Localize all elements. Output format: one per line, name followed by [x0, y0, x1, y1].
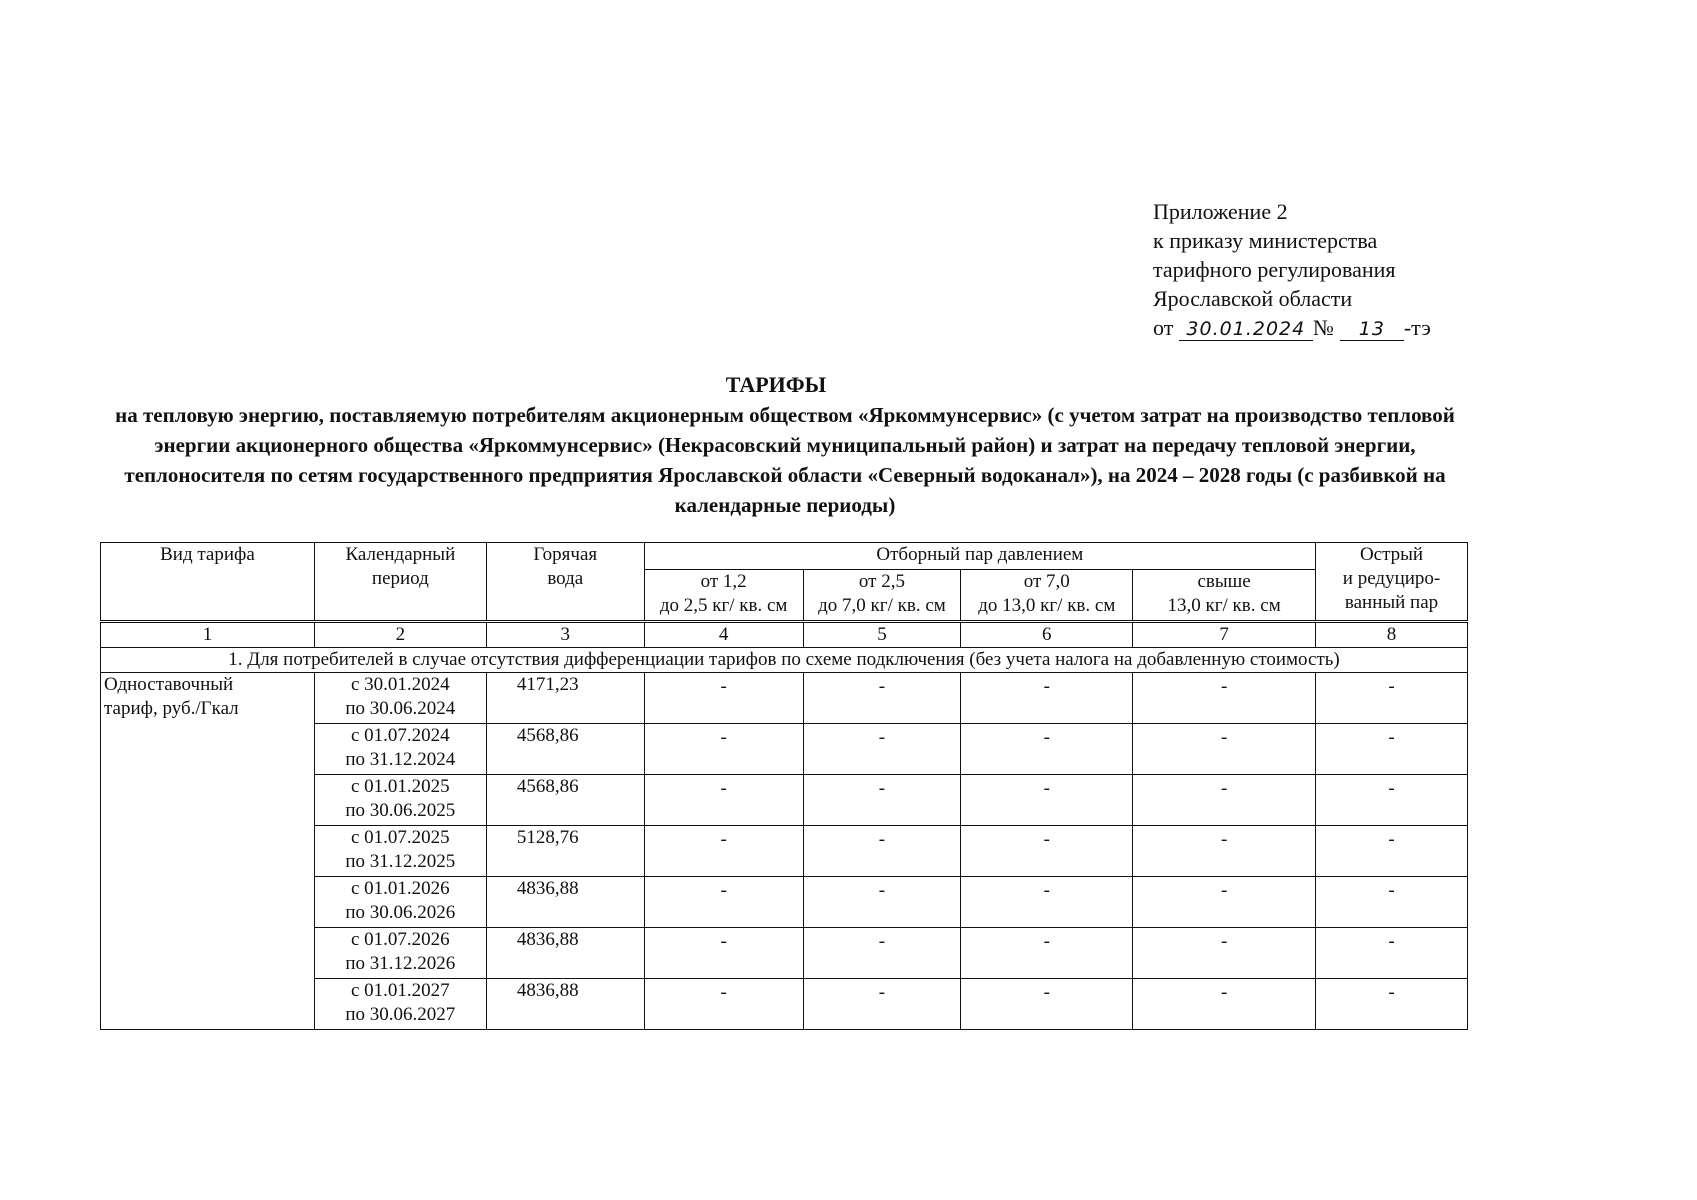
pressure-3-value: -: [961, 775, 1133, 826]
period-from: с 01.07.2025: [351, 827, 450, 848]
period-to: по 30.06.2026: [345, 902, 456, 923]
sharp-steam-value: -: [1316, 979, 1468, 1030]
header-sharp-line-1: Острый: [1359, 544, 1424, 565]
hot-water-value: 5128,76: [486, 826, 644, 877]
period-to: по 31.12.2026: [345, 953, 456, 974]
period-to: по 30.06.2027: [345, 1004, 456, 1025]
pressure-1-value: -: [644, 928, 803, 979]
hot-water-value: 4568,86: [486, 724, 644, 775]
header-period-line-1: Календарный: [345, 544, 456, 565]
sharp-steam-value: -: [1316, 928, 1468, 979]
appendix-line-1: Приложение 2: [1153, 199, 1288, 224]
pressure-1-value: -: [644, 877, 803, 928]
pressure-1-value: -: [644, 979, 803, 1030]
pressure-3-value: -: [961, 877, 1133, 928]
period-from: с 01.07.2024: [351, 725, 450, 746]
pressure-1-value: -: [644, 826, 803, 877]
pressure-3-value: -: [961, 928, 1133, 979]
header-hot-water-line-2: вода: [547, 568, 584, 589]
header-pressure-3: [961, 570, 1133, 622]
pressure-1-value: -: [644, 775, 803, 826]
pressure-4-value: -: [1133, 673, 1316, 724]
hot-water-value: 4836,88: [486, 979, 644, 1030]
sharp-steam-value: -: [1316, 877, 1468, 928]
pressure-4-value: -: [1133, 724, 1316, 775]
header-sharp-line-2: и редуциро-: [1342, 568, 1441, 589]
pressure-2-value: -: [803, 877, 961, 928]
document-subtitle: на тепловую энергию, поставляемую потребителям акционерным обществом «Яркоммунсервис» (с учетом затрат на производство тепловой энергии акционерного общества «Яркоммунсервис» (Некрасовский муниципальный район) и затрат на передачу тепловой энергии, теплоносителя по сетям государственного предприятия Ярославской области «Северный водоканал»), на 2024 – 2028 годы (с разбивкой на календарные периоды): [115, 403, 1455, 517]
date-prefix: от: [1153, 315, 1174, 340]
header-sharp-steam: [1316, 543, 1468, 622]
handwritten-order-date: 30.01.2024: [1179, 318, 1313, 341]
pressure-4-value: -: [1133, 826, 1316, 877]
appendix-line-4: Ярославской области: [1153, 286, 1353, 311]
sharp-steam-value: -: [1316, 724, 1468, 775]
period-from: с 30.01.2024: [351, 674, 450, 695]
pressure-4-value: -: [1133, 775, 1316, 826]
period-to: по 31.12.2024: [345, 749, 456, 770]
header-pressure-4-line-1: свыше: [1197, 571, 1251, 592]
header-steam-group: Отборный пар давлением: [644, 543, 1315, 570]
pressure-1-value: -: [644, 724, 803, 775]
period-cell: [314, 724, 486, 775]
header-pressure-1-line-2: до 2,5 кг/ кв. см: [659, 595, 788, 616]
column-number: 3: [486, 622, 644, 648]
pressure-1-value: -: [644, 673, 803, 724]
hot-water-value: 4568,86: [486, 775, 644, 826]
pressure-3-value: -: [961, 673, 1133, 724]
header-period-line-2: период: [371, 568, 429, 589]
document-title: ТАРИФЫ: [725, 372, 827, 397]
section-1-title: 1. Для потребителей в случае отсутствия дифференциации тарифов по схеме подключения (без учета налога на добавленную стоимость): [101, 648, 1468, 673]
appendix-line-2: к приказу министерства: [1153, 228, 1378, 253]
period-to: по 31.12.2025: [345, 851, 456, 872]
header-hot-water: [486, 543, 644, 622]
period-cell: [314, 775, 486, 826]
period-from: с 01.07.2026: [351, 929, 450, 950]
header-tariff-type-label: Вид тарифа: [160, 544, 255, 565]
column-number: 7: [1133, 622, 1316, 648]
pressure-4-value: -: [1133, 928, 1316, 979]
pressure-2-value: -: [803, 979, 961, 1030]
hot-water-value: 4171,23: [486, 673, 644, 724]
header-row-1: [101, 543, 1468, 570]
section-row: [101, 648, 1468, 673]
number-suffix: -тэ: [1403, 315, 1431, 340]
order-reference-line: [1153, 313, 1431, 342]
header-pressure-2-line-2: до 7,0 кг/ кв. см: [818, 595, 946, 616]
tariff-type-line-2: тариф, руб./Гкал: [104, 698, 239, 719]
period-from: с 01.01.2025: [351, 776, 450, 797]
sharp-steam-value: -: [1316, 826, 1468, 877]
tariff-type-cell: [101, 673, 315, 1030]
header-sharp-line-3: ванный пар: [1344, 592, 1439, 613]
period-from: с 01.01.2026: [351, 878, 450, 899]
header-pressure-4-line-2: 13,0 кг/ кв. см: [1167, 595, 1281, 616]
header-hot-water-line-1: Горячая: [533, 544, 598, 565]
column-number: 2: [314, 622, 486, 648]
period-cell: [314, 826, 486, 877]
sharp-steam-value: -: [1316, 673, 1468, 724]
appendix-line-3: тарифного регулирования: [1153, 257, 1396, 282]
number-prefix: №: [1312, 315, 1334, 340]
period-cell: [314, 979, 486, 1030]
pressure-3-value: -: [961, 724, 1133, 775]
pressure-2-value: -: [803, 775, 961, 826]
tariff-type-line-1: Одноставочный: [104, 674, 234, 695]
header-pressure-1-line-1: от 1,2: [700, 571, 747, 592]
header-tariff-type: [101, 543, 315, 622]
column-number: 4: [644, 622, 803, 648]
header-pressure-3-line-1: от 7,0: [1023, 571, 1070, 592]
pressure-3-value: -: [961, 826, 1133, 877]
appendix-block: [1153, 197, 1431, 342]
sharp-steam-value: -: [1316, 775, 1468, 826]
period-cell: [314, 877, 486, 928]
header-pressure-2-line-1: от 2,5: [858, 571, 905, 592]
pressure-4-value: -: [1133, 979, 1316, 1030]
pressure-2-value: -: [803, 673, 961, 724]
tariffs-table: [100, 542, 1468, 1030]
header-period: [314, 543, 486, 622]
header-pressure-2: [803, 570, 961, 622]
hot-water-value: 4836,88: [486, 877, 644, 928]
header-pressure-1: [644, 570, 803, 622]
pressure-3-value: -: [961, 979, 1133, 1030]
pressure-4-value: -: [1133, 877, 1316, 928]
table-row: [101, 673, 1468, 724]
pressure-2-value: -: [803, 724, 961, 775]
column-number: 6: [961, 622, 1133, 648]
column-number-row: [101, 622, 1468, 648]
period-cell: [314, 928, 486, 979]
column-number: 8: [1316, 622, 1468, 648]
pressure-2-value: -: [803, 826, 961, 877]
period-to: по 30.06.2024: [345, 698, 456, 719]
period-to: по 30.06.2025: [345, 800, 456, 821]
header-pressure-3-line-2: до 13,0 кг/ кв. см: [978, 595, 1116, 616]
pressure-2-value: -: [803, 928, 961, 979]
handwritten-order-number: 13: [1340, 318, 1404, 341]
column-number: 1: [101, 622, 315, 648]
hot-water-value: 4836,88: [486, 928, 644, 979]
header-pressure-4: [1133, 570, 1316, 622]
period-cell: [314, 673, 486, 724]
column-number: 5: [803, 622, 961, 648]
period-from: с 01.01.2027: [351, 980, 450, 1001]
